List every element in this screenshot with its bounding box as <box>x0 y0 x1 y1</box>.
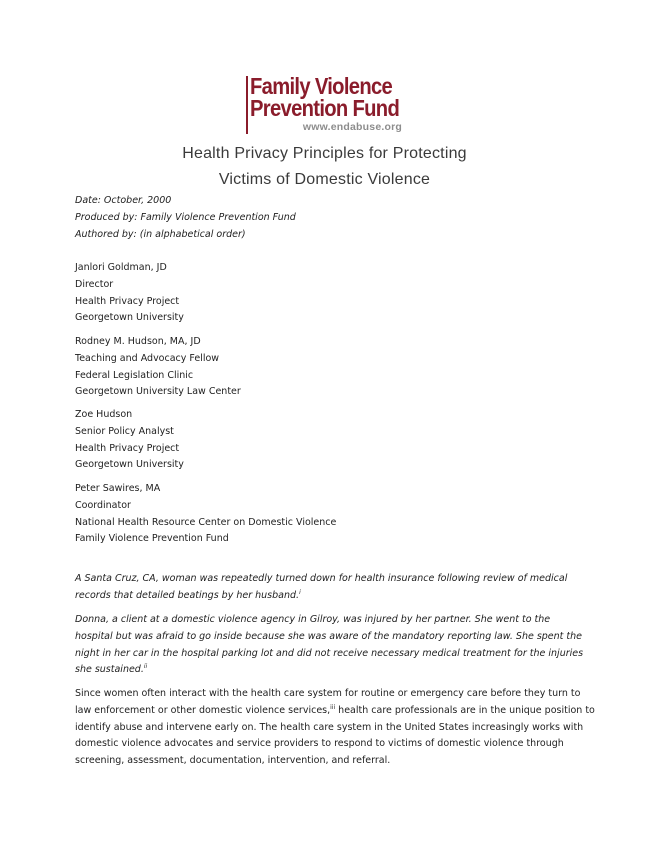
paragraph-line: screening, assessment, documentation, intervention, and referral. <box>75 755 391 767</box>
author-role: Coordinator <box>75 499 131 511</box>
author-block <box>75 407 184 474</box>
author-name: Zoe Hudson <box>75 409 133 420</box>
document-meta <box>75 193 296 243</box>
paragraph-text: health care professionals are in the unique position to <box>335 704 595 716</box>
paragraph-line: identify abuse and intervene early on. The health care system in the United States increasingly works with <box>75 721 584 733</box>
anecdote-paragraph-1 <box>75 571 567 605</box>
paragraph-line: A Santa Cruz, CA, woman was repeatedly turned down for health insurance following review of medical <box>75 573 568 584</box>
logo-url: www.endabuse.org <box>302 121 402 133</box>
paragraph-line: Donna, a client at a domestic violence agency in Gilroy, was injured by her partner. She went to the <box>75 614 551 625</box>
author-institution: Family Violence Prevention Fund <box>75 533 229 545</box>
paragraph-line: night in her car in the hospital parking lot and did not receive necessary medical treatment for the injuries <box>75 647 584 659</box>
author-role: Director <box>75 278 114 290</box>
meta-produced-by: Produced by: Family Violence Prevention Fund <box>75 211 296 223</box>
author-name: Peter Sawires, MA <box>75 483 161 494</box>
paragraph-text: law enforcement or other domestic violence services, <box>75 704 331 716</box>
paragraph-line: hospital but was afraid to go inside because she was aware of the mandatory reporting law. She spent the <box>75 630 583 642</box>
anecdote-paragraph-2 <box>75 612 583 679</box>
logo-rule <box>246 76 248 134</box>
author-org: Health Privacy Project <box>75 442 180 454</box>
author-role: Teaching and Advocacy Fellow <box>75 352 220 364</box>
meta-authored-by: Authored by: (in alphabetical order) <box>75 228 246 240</box>
author-role: Senior Policy Analyst <box>75 425 174 437</box>
footnote-ref-iii[interactable]: iii <box>330 703 336 711</box>
logo-line-2: Prevention Fund <box>250 95 400 121</box>
fvpf-logo <box>246 72 406 138</box>
author-org: Health Privacy Project <box>75 295 180 307</box>
author-institution: Georgetown University Law Center <box>75 386 241 398</box>
body-paragraph <box>75 686 595 770</box>
author-block <box>75 481 336 548</box>
paragraph-line: domestic violence advocates and service providers to respond to victims of domestic violence through <box>75 738 564 750</box>
paragraph-line: Since women often interact with the health care system for routine or emergency care before they turn to <box>75 688 581 699</box>
footnote-ref-ii[interactable]: ii <box>143 663 148 671</box>
author-org: National Health Resource Center on Domestic Violence <box>75 516 337 528</box>
author-org: Federal Legislation Clinic <box>75 369 194 381</box>
author-name: Janlori Goldman, JD <box>75 262 167 273</box>
paragraph-text: records that detailed beatings by her husband. <box>75 589 300 601</box>
footnote-ref-i[interactable]: i <box>299 588 301 596</box>
document-title-line-2: Victims of Domestic Violence <box>218 171 431 188</box>
paragraph-line <box>75 703 595 720</box>
logo-line-1: Family Violence <box>250 73 393 99</box>
meta-date: Date: October, 2000 <box>75 195 172 206</box>
author-block <box>75 334 241 401</box>
paragraph-line <box>75 662 583 679</box>
document-title-line-1: Health Privacy Principles for Protecting <box>182 145 467 162</box>
author-institution: Georgetown University <box>75 459 184 471</box>
author-institution: Georgetown University <box>75 312 184 324</box>
author-name: Rodney M. Hudson, MA, JD <box>75 336 201 347</box>
paragraph-line <box>75 588 567 605</box>
author-block <box>75 260 184 327</box>
paragraph-text: she sustained. <box>75 664 144 676</box>
